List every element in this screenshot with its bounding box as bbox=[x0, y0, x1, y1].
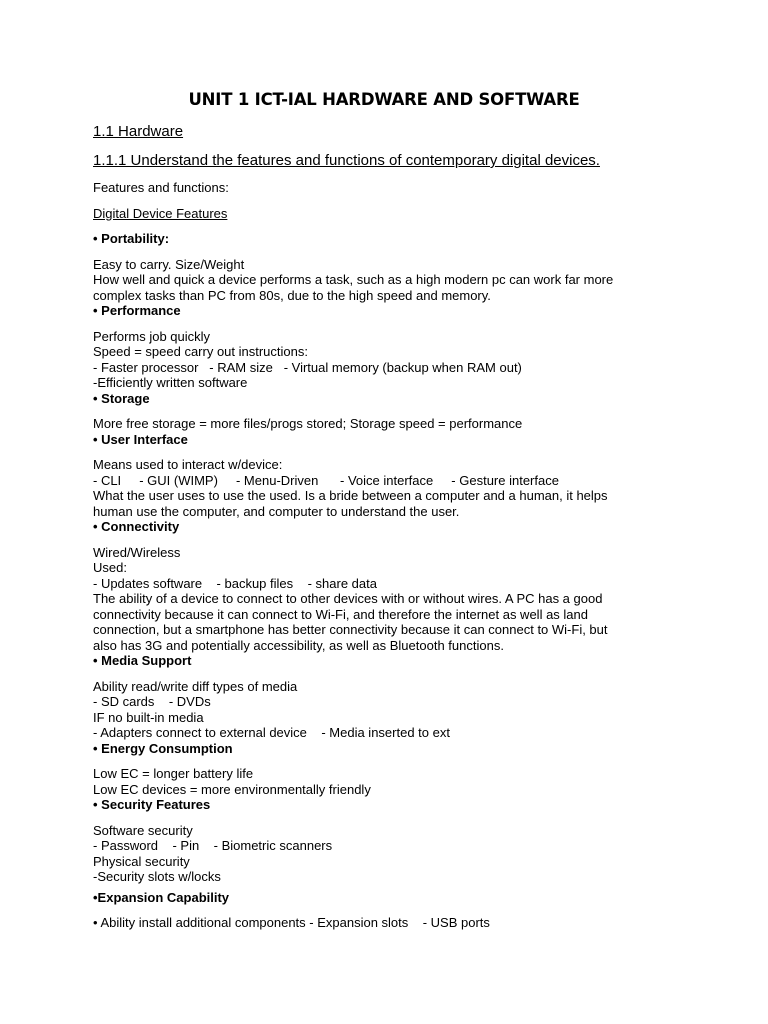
media-support-line: Ability read/write diff types of media bbox=[93, 678, 298, 694]
user-interface-text bbox=[93, 457, 673, 519]
connectivity-heading: • Connectivity bbox=[93, 519, 180, 534]
document-title: UNIT 1 ICT-IAL HARDWARE AND SOFTWARE bbox=[188, 90, 580, 109]
security-line: -Security slots w/locks bbox=[93, 869, 221, 884]
user-interface-line: human use the computer, and computer to understand the user. bbox=[93, 503, 460, 519]
security-line: Software security bbox=[93, 822, 193, 838]
media-support-line: IF no built-in media bbox=[93, 709, 204, 725]
energy-line: Low EC devices = more environmentally friendly bbox=[93, 781, 371, 797]
connectivity-line: connectivity because it can connect to Wi-Fi, and therefore the internet as well as land bbox=[93, 606, 588, 622]
portability-line: complex tasks than PC from 80s, due to the high speed and memory. bbox=[93, 287, 491, 303]
expansion-line: • Ability install additional components - Expansion slots - USB ports bbox=[93, 915, 490, 930]
energy-text bbox=[93, 766, 673, 797]
user-interface-line: What the user uses to use the used. Is a bride between a computer and a human, it helps bbox=[93, 488, 608, 503]
portability-text bbox=[93, 257, 673, 304]
security-line: Physical security bbox=[93, 853, 190, 869]
performance-heading: • Performance bbox=[93, 303, 181, 318]
subsection-heading: 1.1.1 Understand the features and functions of contemporary digital devices. bbox=[93, 152, 600, 169]
connectivity-line: The ability of a device to connect to other devices with or without wires. A PC has a good bbox=[93, 591, 603, 606]
media-support-text bbox=[93, 679, 673, 741]
intro-text: Features and functions: bbox=[93, 180, 229, 195]
user-interface-heading: • User Interface bbox=[93, 431, 188, 447]
security-text bbox=[93, 823, 673, 885]
document-body bbox=[93, 180, 673, 931]
portability-heading: • Portability: bbox=[93, 231, 170, 246]
performance-line: Speed = speed carry out instructions: bbox=[93, 344, 308, 359]
performance-text bbox=[93, 329, 673, 391]
security-line: - Password - Pin - Biometric scanners bbox=[93, 838, 333, 853]
energy-heading: • Energy Consumption bbox=[93, 740, 233, 756]
media-support-heading: • Media Support bbox=[93, 653, 192, 668]
performance-line: Performs job quickly bbox=[93, 328, 211, 344]
storage-text bbox=[93, 416, 673, 432]
user-interface-line: Means used to interact w/device: bbox=[93, 457, 283, 472]
security-heading: • Security Features bbox=[93, 797, 211, 812]
expansion-heading: •Expansion Capability bbox=[93, 889, 230, 905]
media-support-line: - SD cards - DVDs bbox=[93, 694, 211, 709]
energy-line: Low EC = longer battery life bbox=[93, 766, 254, 781]
performance-line: - Faster processor - RAM size - Virtual memory (backup when RAM out) bbox=[93, 359, 522, 375]
connectivity-line: connection, but a smartphone has better connectivity because it can connect to Wi-Fi, but bbox=[93, 622, 608, 637]
connectivity-line: Wired/Wireless bbox=[93, 544, 181, 560]
connectivity-line: also has 3G and potentially accessibility, as well as Bluetooth functions. bbox=[93, 637, 504, 653]
section-heading: 1.1 Hardware bbox=[93, 123, 184, 140]
media-support-line: - Adapters connect to external device - Media inserted to ext bbox=[93, 725, 450, 740]
expansion-text bbox=[93, 915, 673, 931]
portability-line: Easy to carry. Size/Weight bbox=[93, 256, 245, 272]
storage-heading: • Storage bbox=[93, 390, 150, 406]
features-heading: Digital Device Features bbox=[93, 205, 228, 221]
connectivity-text bbox=[93, 545, 673, 654]
user-interface-line: - CLI - GUI (WIMP) - Menu-Driven - Voice interface - Gesture interface bbox=[93, 472, 559, 488]
portability-line: How well and quick a device performs a task, such as a high modern pc can work far more bbox=[93, 272, 614, 287]
connectivity-line: - Updates software - backup files - share data bbox=[93, 575, 377, 591]
storage-line: More free storage = more files/progs stored; Storage speed = performance bbox=[93, 416, 523, 431]
connectivity-line: Used: bbox=[93, 560, 127, 575]
performance-line: -Efficiently written software bbox=[93, 375, 248, 390]
